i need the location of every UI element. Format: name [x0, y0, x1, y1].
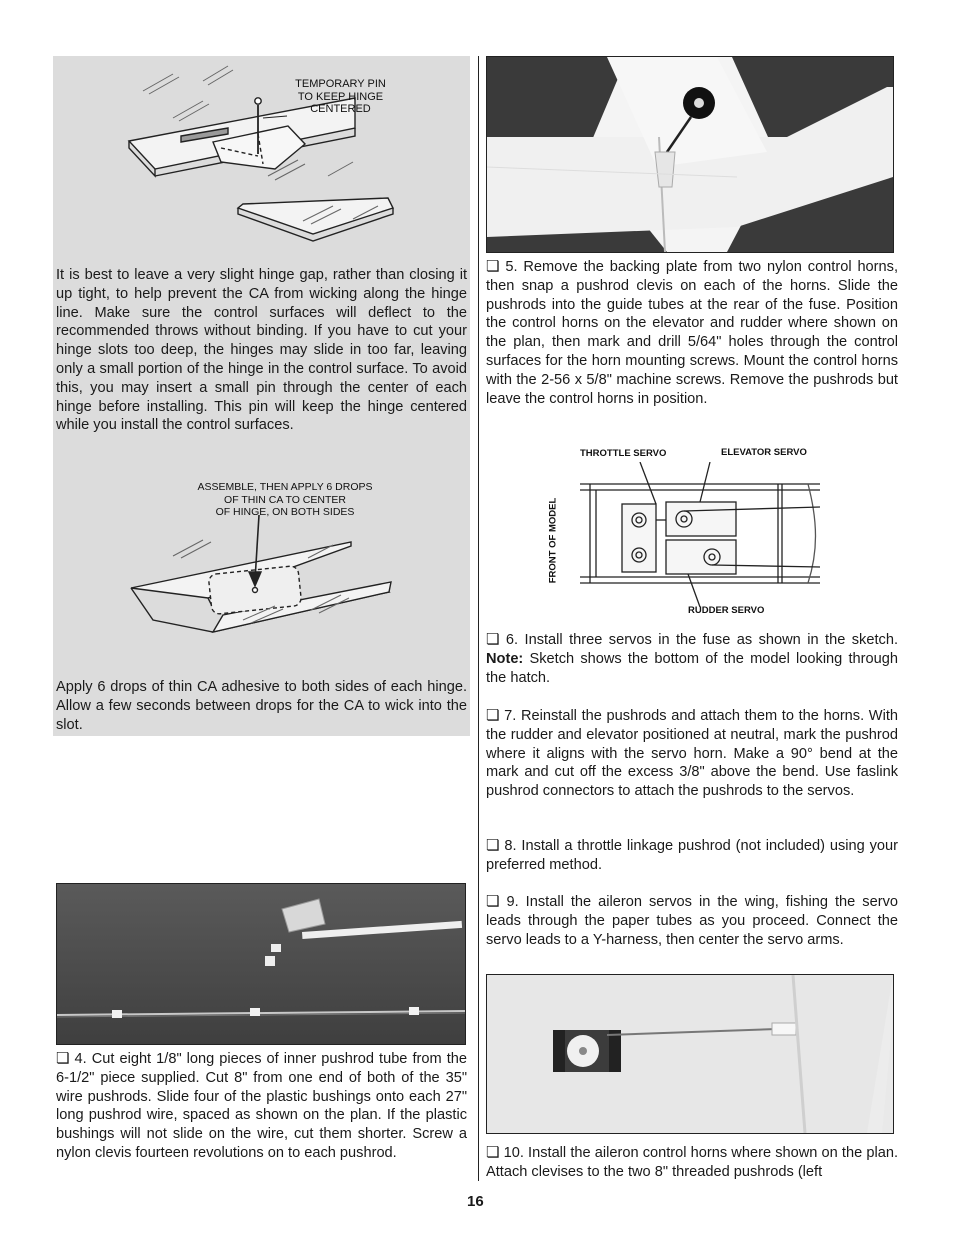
page-number: 16	[467, 1193, 484, 1210]
hinge-gap-paragraph: It is best to leave a very slight hinge gap, rather than closing it up tight, to help prevent the CA from wicking along the hinge line. Make sure the control surfaces will deflect to the recommended throws without binding. If you have to cut your hinge slots too deep, the hinges may slide in too far, leaving only a small portion of the hinge in the control surface. To avoid this, you may insert a small pin through the center of each hinge before installing. This pin will keep the hinge centered while you install the control surfaces.	[56, 267, 467, 434]
pin-callout-label: TEMPORARY PIN TO KEEP HINGE CENTERED	[295, 78, 386, 115]
step-6-text	[486, 630, 898, 687]
servo-layout-sketch	[560, 462, 820, 622]
tail-section-photo	[486, 56, 894, 253]
elevator-servo-label: ELEVATOR SERVO	[721, 447, 807, 458]
step-8-checkbox[interactable]: ❏	[486, 836, 500, 854]
step-9-text	[486, 892, 898, 949]
rudder-servo-label: RUDDER SERVO	[688, 605, 765, 616]
step-6-note-label: Note:	[486, 650, 524, 667]
step-6-note: Sketch shows the bottom of the model looking through the hatch.	[486, 650, 898, 686]
step-10-body: 10. Install the aileron control horns where shown on the plan. Attach clevises to the two 8" threaded pushrods (left	[486, 1145, 898, 1180]
pushrod-parts-photo	[56, 883, 466, 1045]
step-8-body: 8. Install a throttle linkage pushrod (not included) using your preferred method.	[486, 838, 898, 873]
ca-callout-label: ASSEMBLE, THEN APPLY 6 DROPS OF THIN CA TO CENTER OF HINGE, ON BOTH SIDES	[197, 481, 373, 518]
step-7-checkbox[interactable]: ❏	[486, 706, 500, 724]
step-9-checkbox[interactable]: ❏	[486, 892, 500, 910]
step-7-text	[486, 706, 898, 801]
step-6-body: 6. Install three servos in the fuse as shown in the sketch.	[505, 632, 898, 648]
step-8-text	[486, 836, 898, 875]
step-4-checkbox[interactable]: ❏	[56, 1049, 70, 1067]
step-5-text	[486, 257, 898, 408]
step-9-body: 9. Install the aileron servos in the wing, fishing the servo leads through the paper tubes as you proceed. Connect the servo leads to a Y-harness, then center the servo arms.	[486, 894, 898, 948]
step-4-body: 4. Cut eight 1/8" long pieces of inner pushrod tube from the 6-1/2" piece supplied. Cut 8" from one end of both of the 35" wire pushrods. Slide four of the plastic bushings onto each 27" long pushrod wire, spaced as shown on the plan. If the plastic bushings will not slide on the wire, cut them shorter. Screw a nylon clevis fourteen revolutions on to each pushrod.	[56, 1051, 467, 1161]
step-10-checkbox[interactable]: ❏	[486, 1143, 500, 1161]
column-divider	[478, 56, 479, 1181]
step-5-checkbox[interactable]: ❏	[486, 257, 500, 275]
step-7-body: 7. Reinstall the pushrods and attach them to the horns. With the rudder and elevator positioned at neutral, mark the pushrod where it aligns with the servo horn. Make a 90° bend at the mark and cut off the excess 3/8" above the bend. Use faslink pushrod connectors to attach the pushrods to the servos.	[486, 708, 898, 800]
step-4-text	[56, 1049, 467, 1163]
throttle-servo-label: THROTTLE SERVO	[580, 448, 667, 459]
step-5-body: 5. Remove the backing plate from two nylon control horns, then snap a pushrod clevis on each of the horns. Slide the pushrods into the guide tubes at the rear of the fuse. Position the control horns on the elevator and rudder where shown on the plan, then mark and drill 5/64" holes through the control surfaces for the horn mounting screws. Mount the control horns with the 2-56 x 5/8" machine screws. Remove the pushrods but leave the control horns in position.	[486, 259, 899, 407]
step-10-text	[486, 1143, 898, 1182]
aileron-servo-photo	[486, 974, 894, 1134]
front-of-model-label: FRONT OF MODEL	[547, 497, 559, 584]
ca-drops-paragraph: Apply 6 drops of thin CA adhesive to both sides of each hinge. Allow a few seconds between drops for the CA to wick into the slot.	[56, 679, 467, 733]
step-6-checkbox[interactable]: ❏	[486, 630, 500, 648]
hinge-pin-diagram	[53, 56, 470, 256]
